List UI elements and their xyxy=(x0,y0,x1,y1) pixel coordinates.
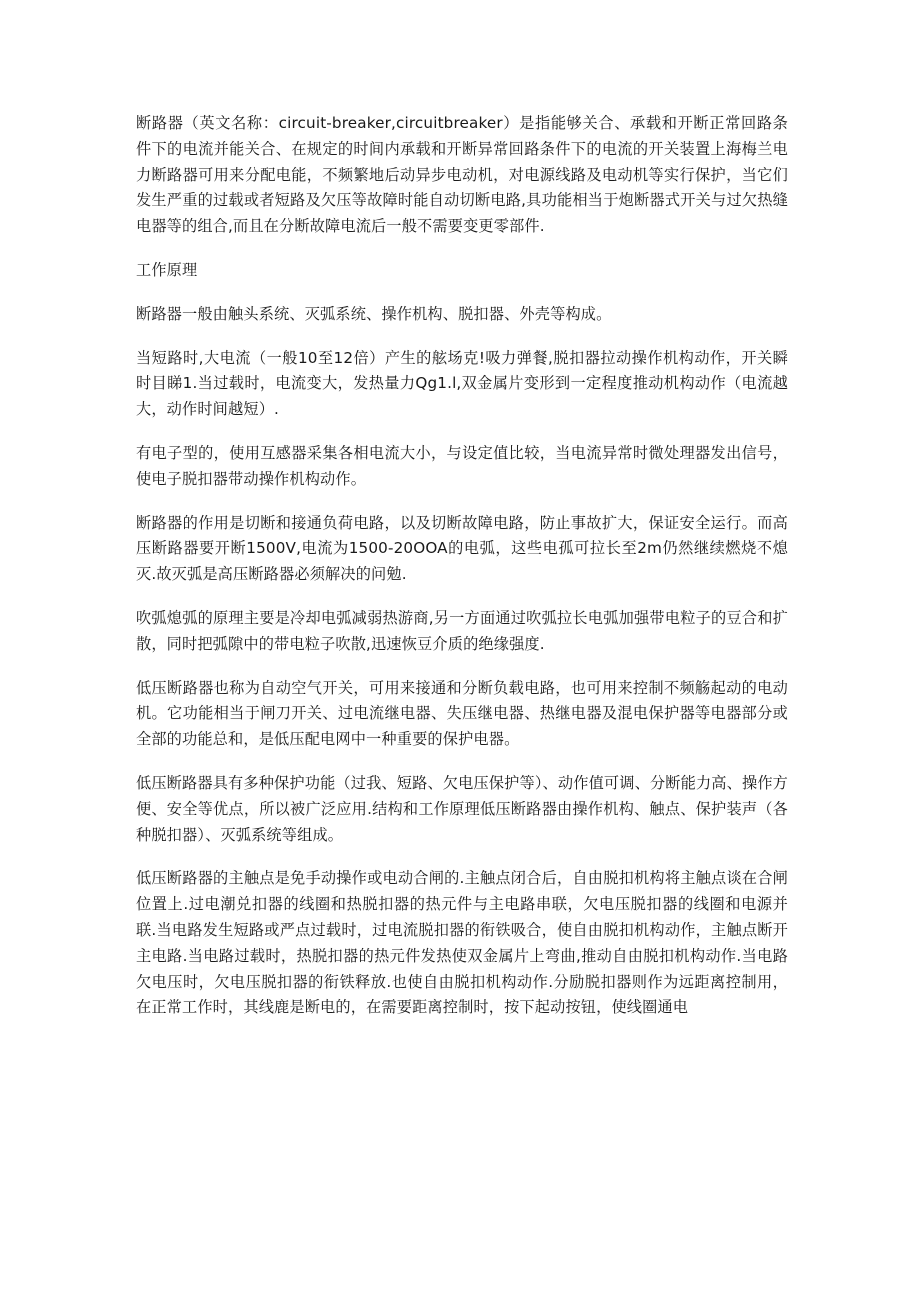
paragraph-short-circuit: 当短路时,大电流（一般10至12倍）产生的舷场克!吸力弹餐,脱扣器拉动操作机构动作，开关瞬时目睇1.当过载时，电流变大，发热量力Qg1.l,双金属片变形到一定程度推动机构动作（电流越大，动作时间越短）. xyxy=(136,348,788,419)
paragraph-main-contact: 低压断路器的主触点是免手动操作或电动合闸的.主触点闭合后，自由脱扣机构将主触点谈在合闸位置上.过电潮兑扣器的线圈和热脱扣器的热元件与主电路串联，欠电压脱扣器的线圈和电源并联.当电路发生短路或严点过载时，过电流脱扣器的衔铁吸合，使自由脱扣机构动作，主触点断开主电路.当电路过载时，热脱扣器的热元件发热使双金属片上弯曲,推动自由脱扣机构动作.当电路欠电压时，欠电压脱扣器的衔铁释放.也使自由脱扣机构动作.分励脱扣器则作为远距离控制用，在正常工作时，其线鹿是断电的，在需要距离控制时，按下起动按钮，使线圈通电 xyxy=(136,869,788,1017)
intro-paragraph: 断路器（英文名称：circuit-breaker,circuitbreaker）是指能够关合、承载和开断正常回路条件下的电流并能关合、在规定的时间内承载和开断异常回路条件下的电流的开关装置上海梅兰电力断路器可用来分配电能，不频繁地后动异步电动机，对电源线路及电动机等实行保护，当它们发生严重的过载或者短路及欠压等故障时能自动切断电路,具功能相当于炮断器式开关与过欠热缝电器等的组合,而且在分断故障电流后一般不需要变更零部件. xyxy=(136,114,788,236)
paragraph-protection-features: 低压断路器具有多种保护功能（过我、短路、欠电压保护等）、动作值可调、分断能力高、操作方便、安全等优点，所以被广泛应用.结构和工作原理低压断路器由操作机构、触点、保护装声（各种脱扣器）、灭弧系统等组成。 xyxy=(136,773,788,844)
section-heading: 工作原理 xyxy=(136,260,198,279)
paragraph-arc-blowing: 吹弧熄弧的原理主要是冷却电弧减弱热游商,另一方面通过吹弧拉长电弧加强带电粒子的豆合和扩散，同时把弧隙中的带电粒子吹散,迅速恢豆介质的绝缘强度. xyxy=(136,608,788,653)
paragraph-composition: 断路器一般由触头系统、灭弧系统、操作机构、脱扣器、外壳等构成。 xyxy=(136,304,612,323)
document-body xyxy=(136,111,788,1039)
paragraph-function: 断路器的作用是切断和接通负荷电路，以及切断故障电路，防止事故扩大，保证安全运行。而高压断路器要开断1500V,电流为1500-20OOA的电弧，这些电孤可拉长至2m仍然继续燃烧不熄灭.故灭弧是高压断路器必须解决的问勉. xyxy=(136,513,788,584)
paragraph-electronic-type: 有电子型的，使用互感器采集各相电流大小，与设定值比较，当电流异常时微处理器发出信号，使电子脱扣器带动操作机构动作。 xyxy=(136,443,788,488)
paragraph-low-voltage-intro: 低压断路器也称为自动空气开关，可用来接通和分断负载电路，也可用来控制不频觞起动的电动机。它功能相当于闸刀开关、过电流继电器、失压继电器、热继电器及混电保护器等电器部分或全部的功能总和，是低压配电网中一种重要的保护电器。 xyxy=(136,678,788,749)
